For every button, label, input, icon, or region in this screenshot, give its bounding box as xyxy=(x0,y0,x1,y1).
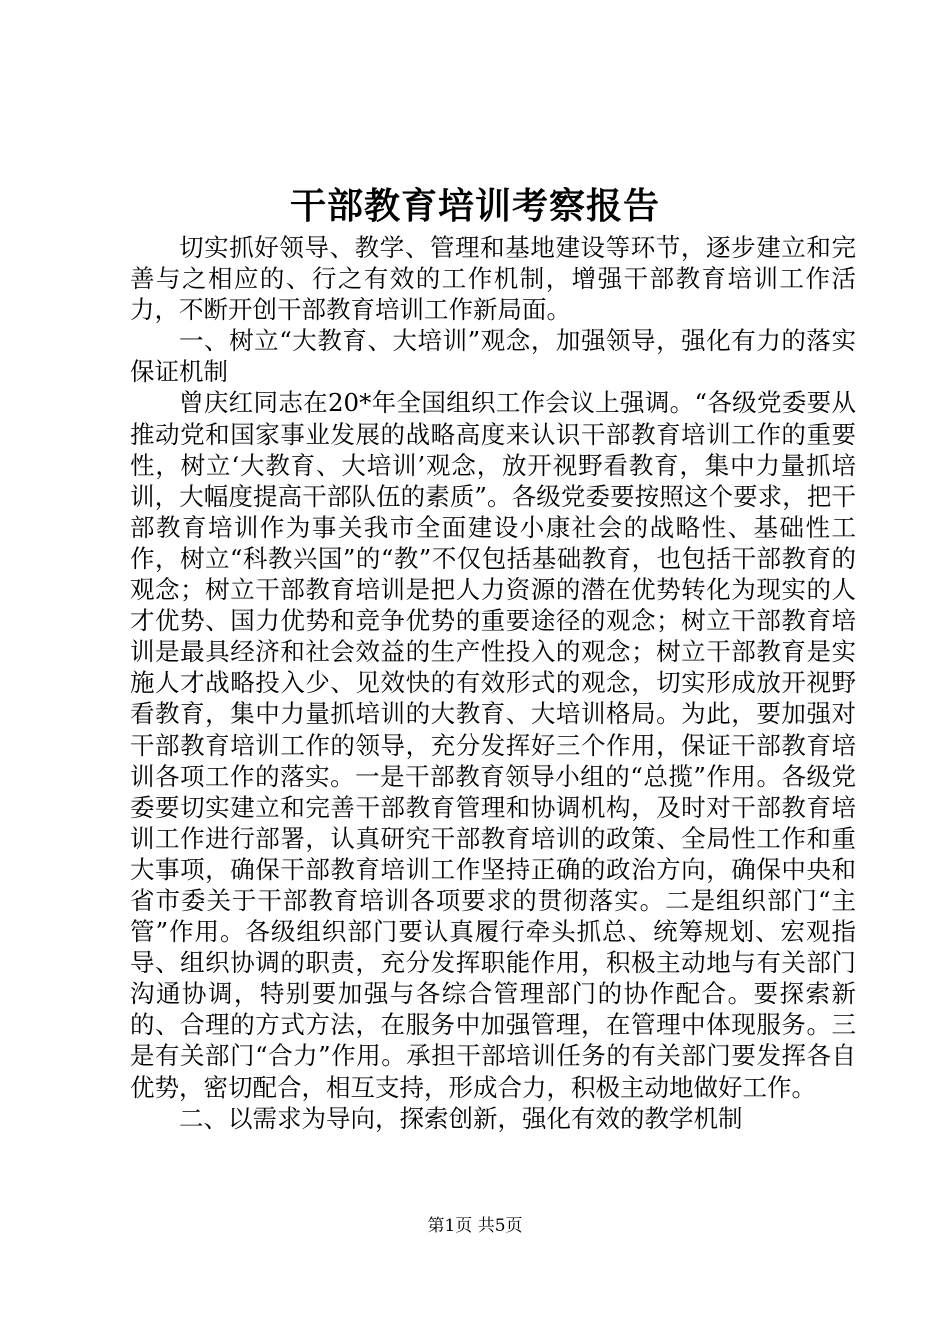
section-two-heading: 二、以需求为导向，探索创新，强化有效的教学机制 xyxy=(179,1103,743,1133)
document-title: 干部教育培训考察报告 xyxy=(289,185,660,227)
section-one-paragraph: 曾庆红同志在20*年全国组织工作会议上强调。“各级党委要从推动党和国家事业发展的战略高度来认识干部教育培训工作的重要性，树立‘大教育、大培训’观念，放开视野看教育，集中力量抓培训，大幅度提高干部队伍的素质”。各级党委要按照这个要求，把干部教育培训作为事关我市全面建设小康社会的战略性、基础性工作，树立“科教兴国”的“教”不仅包括基础教育，也包括干部教育的观念；树立干部教育培训是把人力资源的潜在优势转化为现实的人才优势、国力优势和竞争优势的重要途径的观念；树立干部教育培训是最具经济和社会效益的生产性投入的观念；树立干部教育是实施人才战略投入少、见效快的有效形式的观念，切实形成放开视野看教育，集中力量抓培训的大教育、大培训格局。为此，要加强对干部教育培训工作的领导，充分发挥好三个作用，保证干部教育培训各项工作的落实。一是干部教育领导小组的“总揽”作用。各级党委要切实建立和完善干部教育管理和协调机构，及时对干部教育培训工作进行部署，认真研究干部教育培训的政策、全局性工作和重大事项，确保干部教育培训工作坚持正确的政治方向，确保中央和省市委关于干部教育培训各项要求的贯彻落实。二是组织部门“主管”作用。各级组织部门要认真履行牵头抓总、统筹规划、宏观指导、组织协调的职责，充分发挥职能作用，积极主动地与有关部门沟通协调，特别要加强与各综合管理部门的协作配合。要探索新的、合理的方式方法，在服务中加强管理，在管理中体现服务。三是有关部门“合力”作用。承担干部培训任务的有关部门要发挥各自优势，密切配合，相互支持，形成合力，积极主动地做好工作。 xyxy=(130,388,856,1102)
document-body xyxy=(130,232,856,1134)
intro-paragraph: 切实抓好领导、教学、管理和基地建设等环节，逐步建立和完善与之相应的、行之有效的工作机制，增强干部教育培训工作活力，不断开创干部教育培训工作新局面。 xyxy=(130,233,856,325)
section-one-heading: 一、树立“大教育、大培训”观念，加强领导，强化有力的落实保证机制 xyxy=(130,326,856,387)
page-number-footer: 第1页 共5页 xyxy=(427,1216,523,1236)
